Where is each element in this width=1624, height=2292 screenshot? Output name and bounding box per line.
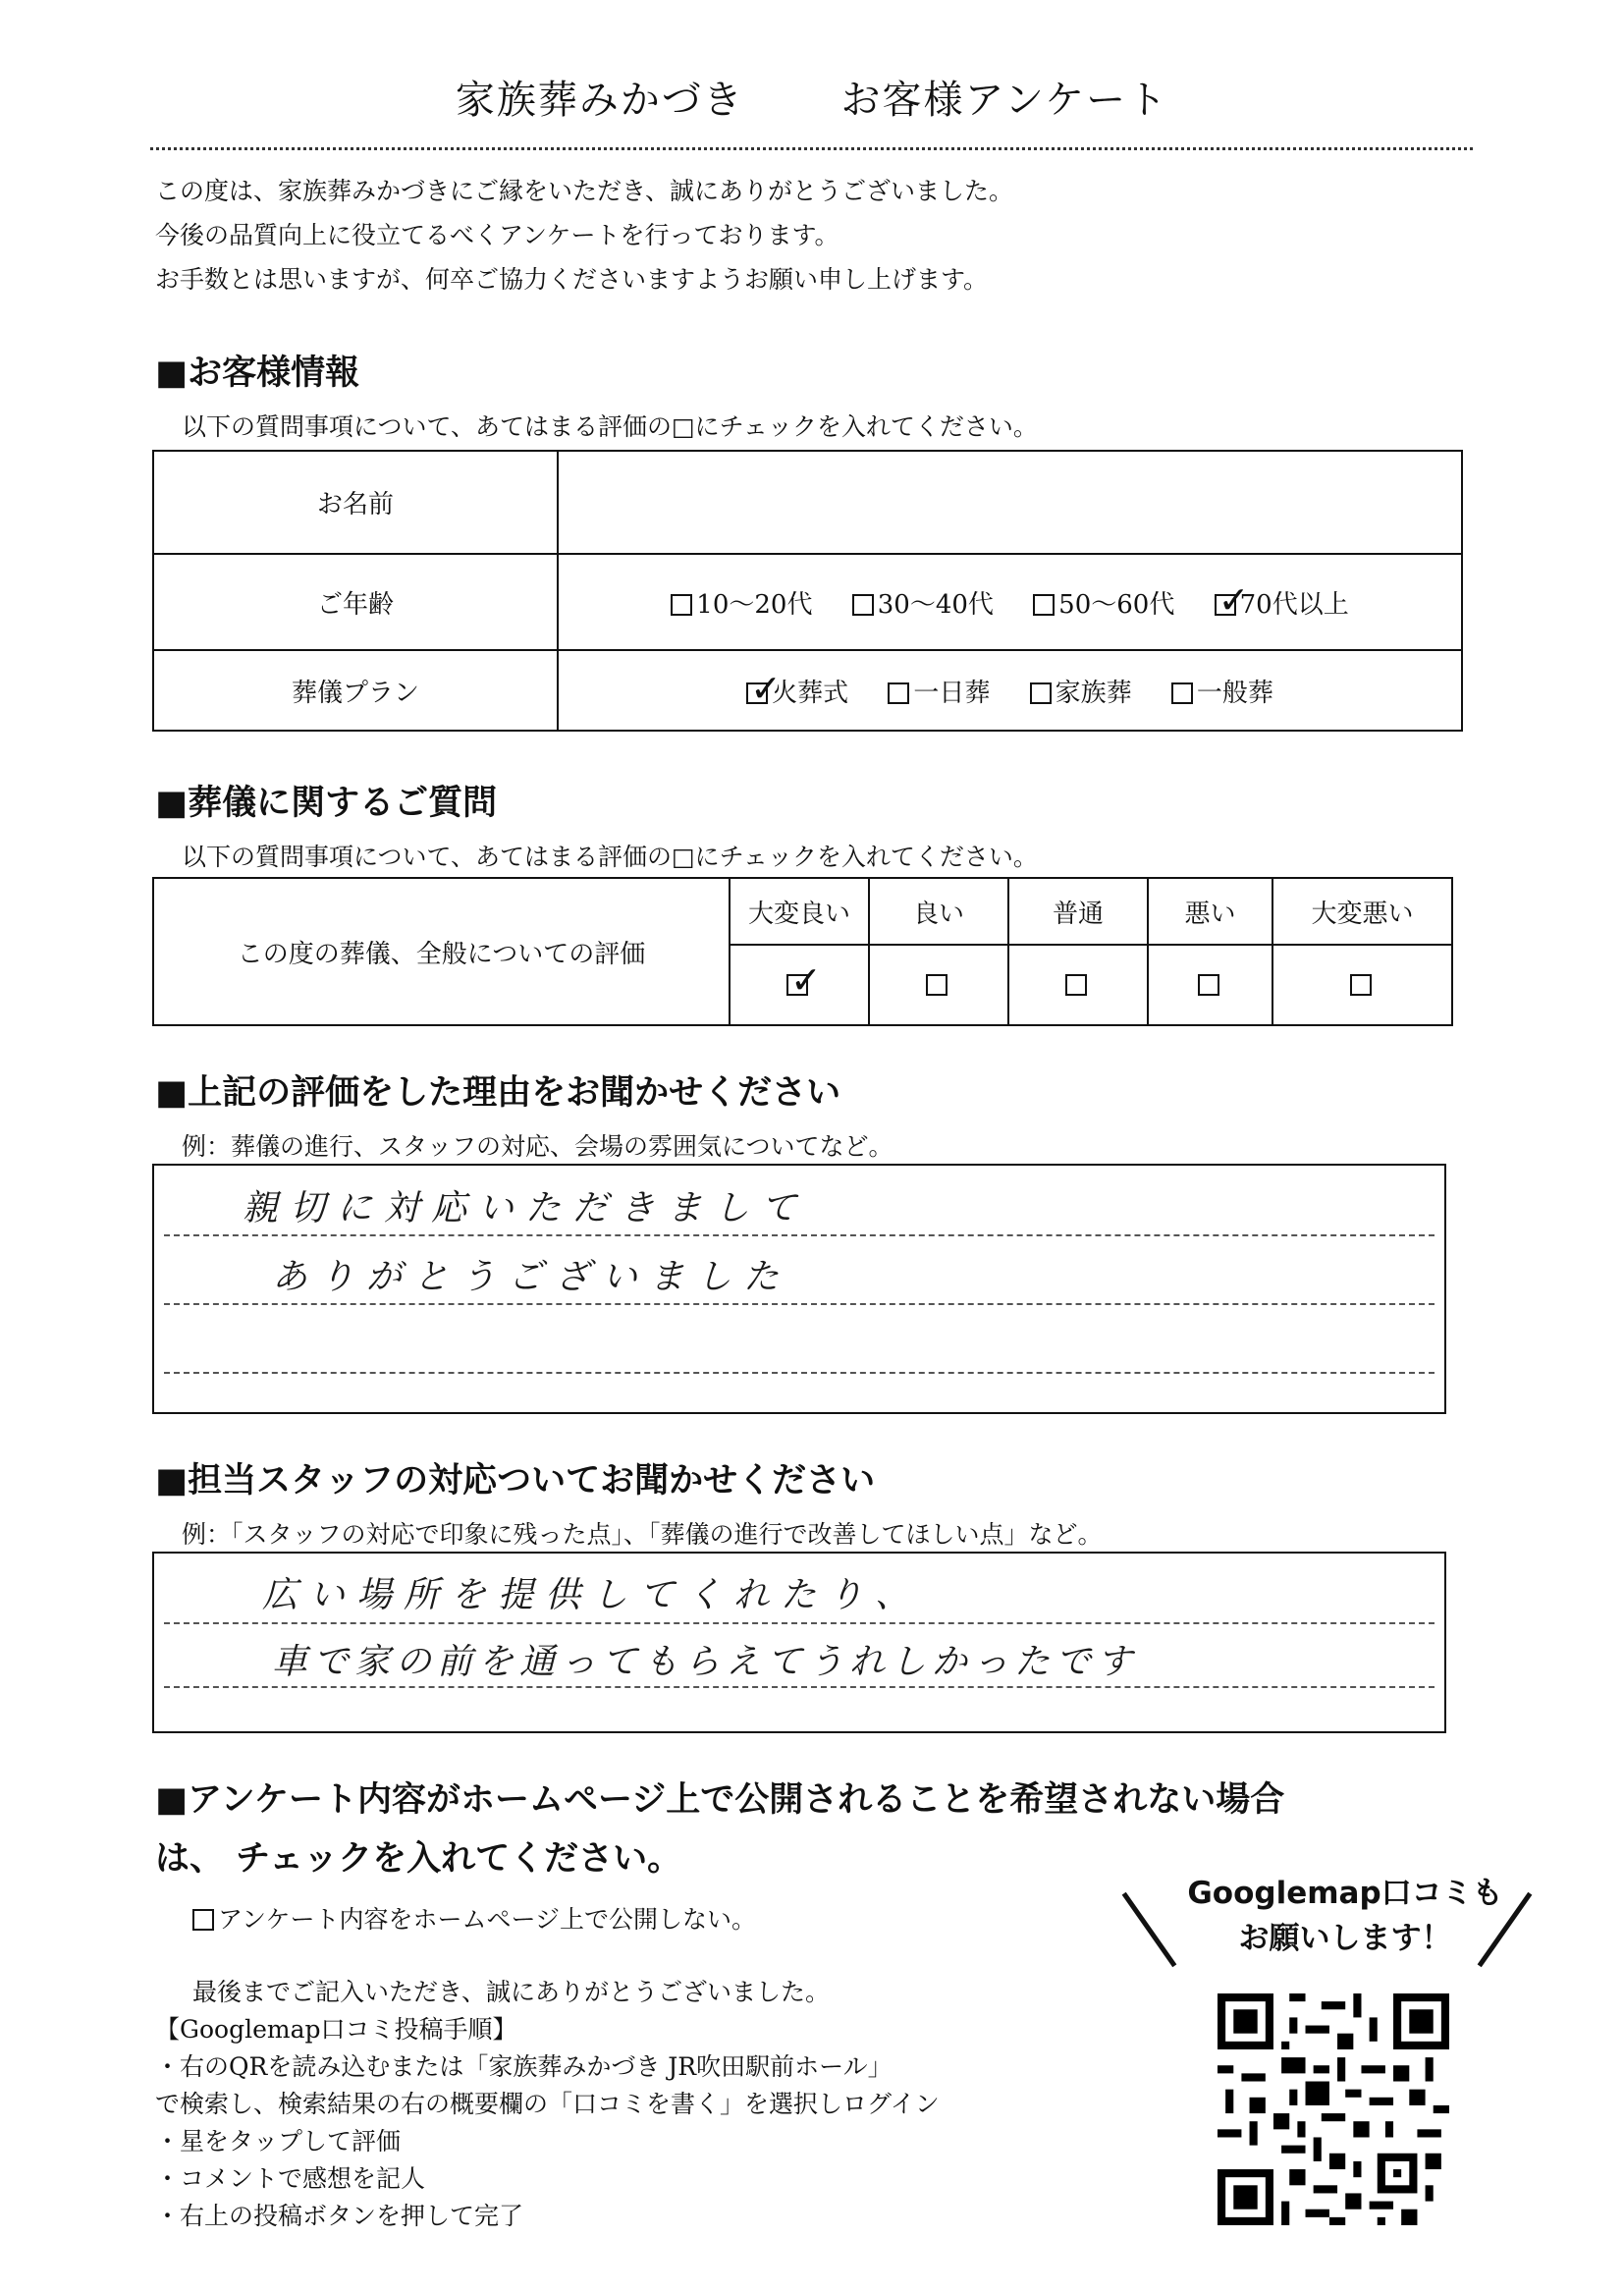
publish-option-label: アンケート内容をホームページ上で公開しない。	[218, 1905, 757, 1934]
answer-line	[164, 1622, 1435, 1624]
step-text: ・右のQRを読み込むまたは「家族葬みかづき JR吹田駅前ホール」	[155, 2052, 893, 2081]
step-text: ・星をタップして評価	[155, 2127, 402, 2156]
plan-option[interactable]: 一般葬	[1171, 673, 1273, 709]
rating-header: 良い	[869, 878, 1008, 945]
age-option[interactable]: 50～60代	[1033, 584, 1174, 621]
age-checkbox-10-20[interactable]	[671, 594, 692, 616]
name-field[interactable]	[558, 451, 1462, 554]
qr-code-icon[interactable]	[1218, 1993, 1449, 2225]
age-options	[558, 554, 1462, 650]
age-checkbox-50-60[interactable]	[1033, 594, 1055, 616]
rating-cell	[1272, 945, 1452, 1025]
publish-optout-checkbox[interactable]	[192, 1909, 214, 1931]
plan-option[interactable]: 一日葬	[888, 673, 990, 709]
rating-header: 悪い	[1148, 878, 1272, 945]
rating-header: 普通	[1008, 878, 1148, 945]
company-name: 家族葬みかづき	[455, 78, 744, 123]
publish-heading-line: は、 チェックを入れてください。	[155, 1839, 682, 1879]
rating-checkbox-very-good[interactable]	[786, 974, 808, 996]
rating-table	[152, 877, 1453, 1026]
document-title	[0, 69, 1624, 125]
age-checkbox-70-plus[interactable]	[1215, 594, 1236, 616]
rating-question: この度の葬儀、全般についての評価	[153, 878, 730, 1025]
publish-heading-line: ■アンケート内容がホームページ上で公開されることを希望されない場合	[155, 1780, 1285, 1820]
rating-header: 大変悪い	[1272, 878, 1452, 945]
staff-answer-box[interactable]	[152, 1552, 1446, 1733]
plan-checkbox-general[interactable]	[1171, 682, 1193, 704]
age-label: ご年齢	[153, 554, 558, 650]
plan-options	[558, 650, 1462, 731]
age-checkbox-30-40[interactable]	[852, 594, 874, 616]
googlemap-callout	[1139, 1871, 1551, 1961]
rating-checkbox-bad[interactable]	[1198, 974, 1219, 996]
title-divider	[150, 147, 1473, 150]
reason-heading: ■上記の評価をした理由をお聞かせください	[155, 1073, 841, 1113]
plan-option[interactable]: ✓ 火葬式	[746, 673, 848, 709]
thanks-text: 最後までご記入いただき、誠にありがとうございました。	[192, 1978, 831, 2006]
survey-title: お客様アンケート	[840, 78, 1169, 123]
age-option[interactable]: 10～20代	[671, 584, 812, 621]
name-label: お名前	[153, 451, 558, 554]
step-text: ・コメントで感想を記人	[155, 2164, 426, 2193]
funeral-heading: ■葬儀に関するご質問	[155, 784, 498, 823]
reason-handwriting-line: 親切に対応いただきまして	[243, 1188, 809, 1228]
reason-handwriting-line: ありがとうございました	[272, 1257, 791, 1297]
rating-cell	[1148, 945, 1272, 1025]
answer-line	[164, 1303, 1435, 1305]
steps-title: 【Googlemap口コミ投稿手順】	[155, 2015, 517, 2044]
staff-handwriting-line: 車で家の前を通ってもらえてうれしかったです	[272, 1642, 1139, 1682]
plan-label: 葬儀プラン	[153, 650, 558, 731]
rating-cell	[1008, 945, 1148, 1025]
plan-option[interactable]: 家族葬	[1030, 673, 1132, 709]
plan-checkbox-cremation[interactable]	[746, 682, 768, 704]
rating-header: 大変良い	[730, 878, 869, 945]
rating-cell	[730, 945, 869, 1025]
step-text: で検索し、検索結果の右の概要欄の「口コミを書く」を選択しログイン	[155, 2090, 940, 2118]
answer-line	[164, 1686, 1435, 1688]
intro-line: 今後の品質向上に役立てるべくアンケートを行っております。	[155, 221, 839, 249]
footer-text	[155, 1974, 940, 2235]
reason-answer-box[interactable]	[152, 1164, 1446, 1414]
answer-line	[164, 1234, 1435, 1236]
customer-table	[152, 450, 1463, 732]
step-text: ・右上の投稿ボタンを押して完了	[155, 2202, 524, 2230]
reason-example: 例：葬儀の進行、スタッフの対応、会場の雰囲気についてなど。	[182, 1132, 893, 1161]
rating-checkbox-good[interactable]	[926, 974, 947, 996]
intro-line: この度は、家族葬みかづきにご縁をいただき、誠にありがとうございました。	[155, 177, 1014, 205]
googlemap-callout-line: お願いします！	[1238, 1921, 1452, 1956]
staff-handwriting-line: 広い場所を提供してくれたり、	[262, 1575, 923, 1615]
rating-checkbox-very-bad[interactable]	[1350, 974, 1372, 996]
funeral-instruction: 以下の質問事項について、あてはまる評価の□にチェックを入れてください。	[182, 843, 1038, 871]
publish-option[interactable]	[192, 1900, 756, 1936]
customer-instruction: 以下の質問事項について、あてはまる評価の□にチェックを入れてください。	[182, 412, 1038, 441]
plan-checkbox-one-day[interactable]	[888, 682, 909, 704]
staff-example: 例：「スタッフの対応で印象に残った点」、「葬儀の進行で改善してほしい点」など。	[182, 1520, 1103, 1549]
intro-text	[155, 169, 1013, 301]
googlemap-callout-line: Googlemap口コミも	[1187, 1876, 1503, 1911]
answer-line	[164, 1372, 1435, 1374]
staff-heading: ■担当スタッフの対応ついてお聞かせください	[155, 1461, 876, 1501]
customer-heading: ■お客様情報	[155, 354, 360, 393]
rating-cell	[869, 945, 1008, 1025]
intro-line: お手数とは思いますが、何卒ご協力くださいますようお願い申し上げます。	[155, 265, 989, 294]
rating-checkbox-average[interactable]	[1065, 974, 1087, 996]
age-option[interactable]: 30～40代	[852, 584, 994, 621]
age-option[interactable]: ✓ 70代以上	[1215, 584, 1349, 621]
plan-checkbox-family[interactable]	[1030, 682, 1052, 704]
